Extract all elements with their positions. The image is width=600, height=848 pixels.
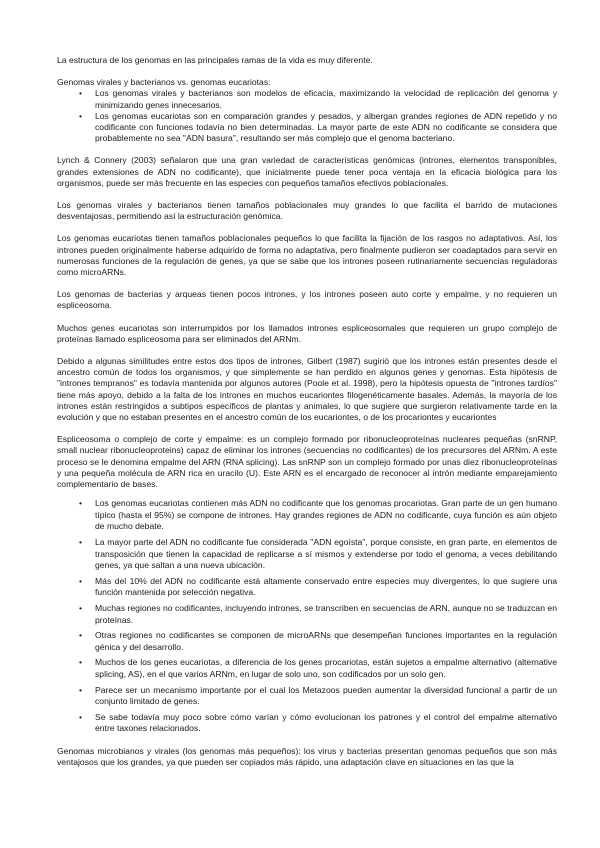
paragraph-spliceosomal-introns: Muchos genes eucariotas son interrumpidos por los llamados intrones espliceosomales que requieren un grupo complejo de proteínas llamado espliceosoma para ser eliminados del ARNm. (57, 322, 557, 344)
bullet-icon: • (79, 537, 83, 548)
bullet-list-noncoding (57, 498, 557, 735)
bullet-icon: • (79, 603, 83, 614)
paragraph-lynch-connery: Lynch & Connery (2003) señalaron que una gran variedad de características genómicas (intrones, elementos transponibles, grandes extensiones de ADN no codificante), que inicialmente puede tener poca ventaja en la eficacia biológica para los organismos, puede ser más frecuente en las especies con pequeños tamaños efectivos poblacionales. (57, 155, 557, 188)
bullet-icon: • (79, 88, 83, 99)
list-item: • Muchas regiones no codificantes, incluyendo intrones, se transcriben en secuencias de ARN, aunque no se traduzcan en proteínas. (79, 603, 557, 625)
bullet-icon: • (79, 630, 83, 641)
document-body (57, 55, 557, 768)
bullet-icon: • (79, 684, 83, 695)
list-item: • Muchos de los genes eucariotas, a diferencia de los genes procariotas, están sujetos a empalme alternativo (alternative splicing, AS), en el que varios ARNm, en lugar de solo uno, son codificados por un solo gen. (79, 657, 557, 680)
paragraph-intro: La estructura de los genomas en las principales ramas de la vida es muy diferente. (57, 55, 373, 65)
bullet-icon: • (79, 575, 83, 586)
bullet-icon: • (79, 711, 83, 722)
list-item: • Se sabe todavía muy poco sobre cómo varían y cómo evolucionan los patrones y el control del empalme alternativo entre taxones relacionados. (79, 711, 557, 734)
list-item: • Otras regiones no codificantes se componen de microARNs que desempeñan funciones importantes en la regulación génica y del desarrollo. (79, 630, 557, 652)
list-item: • Los genomas virales y bacterianos son modelos de eficacia, maximizando la velocidad de replicación del genoma y minimizando genes innecesarios. (79, 88, 557, 110)
bullet-icon: • (79, 498, 83, 509)
bullet-icon: • (79, 110, 83, 121)
paragraph-archaea: Los genomas de bacterias y arqueas tienen pocos intrones, y los intrones poseen auto corte y empalme, y no requieren un espliceosoma. (57, 289, 557, 311)
list-item: • La mayor parte del ADN no codificante fue considerada "ADN egoísta", porque consiste, en gran parte, en elementos de transposición que tienen la capacidad de replicarse a sí mismos y extenderse por todo el genoma, a veces debilitando genes, ya que saltan a una nueva ubicación. (79, 537, 557, 571)
paragraph-microbial-viral: Genomas microbianos y virales (los genomas más pequeños): los virus y bacterias presentan genomas pequeños que son más ventajosos que los grandes, ya que pueden ser copiados más rápido, una adaptación clave en situaciones en las que la (57, 745, 557, 768)
bullet-icon: • (79, 657, 83, 668)
list-item: • Los genomas eucariotas contienen más ADN no codificante que los genomas procariotas. Gran parte de un gen humano típico (hasta el 95%) se compone de intrones. Hay grandes regiones de ADN no codificante, cuya función es aún objeto de mucho debate. (79, 498, 557, 532)
list-item: • Los genomas eucariotas son en comparación grandes y pesados, y albergan grandes regiones de ADN repetido y no codificante con funciones todavía no bien determinadas. La mayor parte de este ADN no codificante se considera que probablemente no sea "ADN basura", resultando ser más complejo que el genoma bacteriano. (79, 110, 557, 144)
bullet-list-genomes (57, 88, 557, 144)
list-item: • Más del 10% del ADN no codificante está altamente conservado entre especies muy divergentes, lo que sugiere una función mantenida por selección negativa. (79, 575, 557, 598)
list-item: • Parece ser un mecanismo importante por el cual los Metazoos pueden aumentar la diversidad funcional a partir de un conjunto limitado de genes. (79, 684, 557, 707)
paragraph-section-heading: Genomas virales y bacterianos vs. genomas eucariotas: (57, 77, 271, 88)
paragraph-viral-bacterial: Los genomas virales y bacterianos tienen tamaños poblacionales muy grandes lo que facilita el barrido de mutaciones desventajosas, permitiendo así la estructuración genómica. (57, 200, 557, 222)
paragraph-gilbert: Debido a algunas similitudes entre estos dos tipos de intrones, Gilbert (1987) sugirió que los intrones están presentes desde el ancestro común de todos los organismos, y que simplemente se han perdido en algunos genes y genomas. Esta hipótesis de "intrones tempranos" es todavía mantenida por algunos autores (Poole et al. 1998), pero la hipótesis opuesta de "intrones tardíos" tiene más apoyo, debido a la falta de los intrones en muchos eucariontes filogenéticamente basales. Además, la mayoría de los intrones están restringidos a subtipos específicos de plantas y animales, lo que sugiere que surgieron relativamente tarde en la evolución y que no estaban presentes en el ancestro común de los eucariontes, o de los procariontes y eucariontes (57, 356, 557, 423)
paragraph-spliceosome: Espliceosoma o complejo de corte y empalme: es un complejo formado por ribonucleoproteínas nucleares pequeñas (snRNP, small nuclear ribonucleoproteins) capaz de eliminar los intrones (secuencias no codificantes) de los precursores del ARNm. A este proceso se le denomina empalme del ARN (RNA splicing). Las snRNP son un complejo formado por unas diez ribonucleoproteínas y una pequeña molécula de ARN rica en uracilo (U). Este ARN es el encargado de reconocer al intrón mediante emparejamiento complementario de bases. (57, 434, 557, 490)
paragraph-eukaryotic: Los genomas eucariotas tienen tamaños poblacionales pequeños lo que facilita la fijación de los rasgos no adaptativos. Así, los intrones pueden originalmente haberse adquirido de forma no adaptativa, pero finalmente pudieron ser coadaptados para servir en numerosas funciones de la regulación de genes, ya que se sabe que los intrones poseen rutinariamente secuencias reguladoras como microARNs. (57, 233, 557, 278)
